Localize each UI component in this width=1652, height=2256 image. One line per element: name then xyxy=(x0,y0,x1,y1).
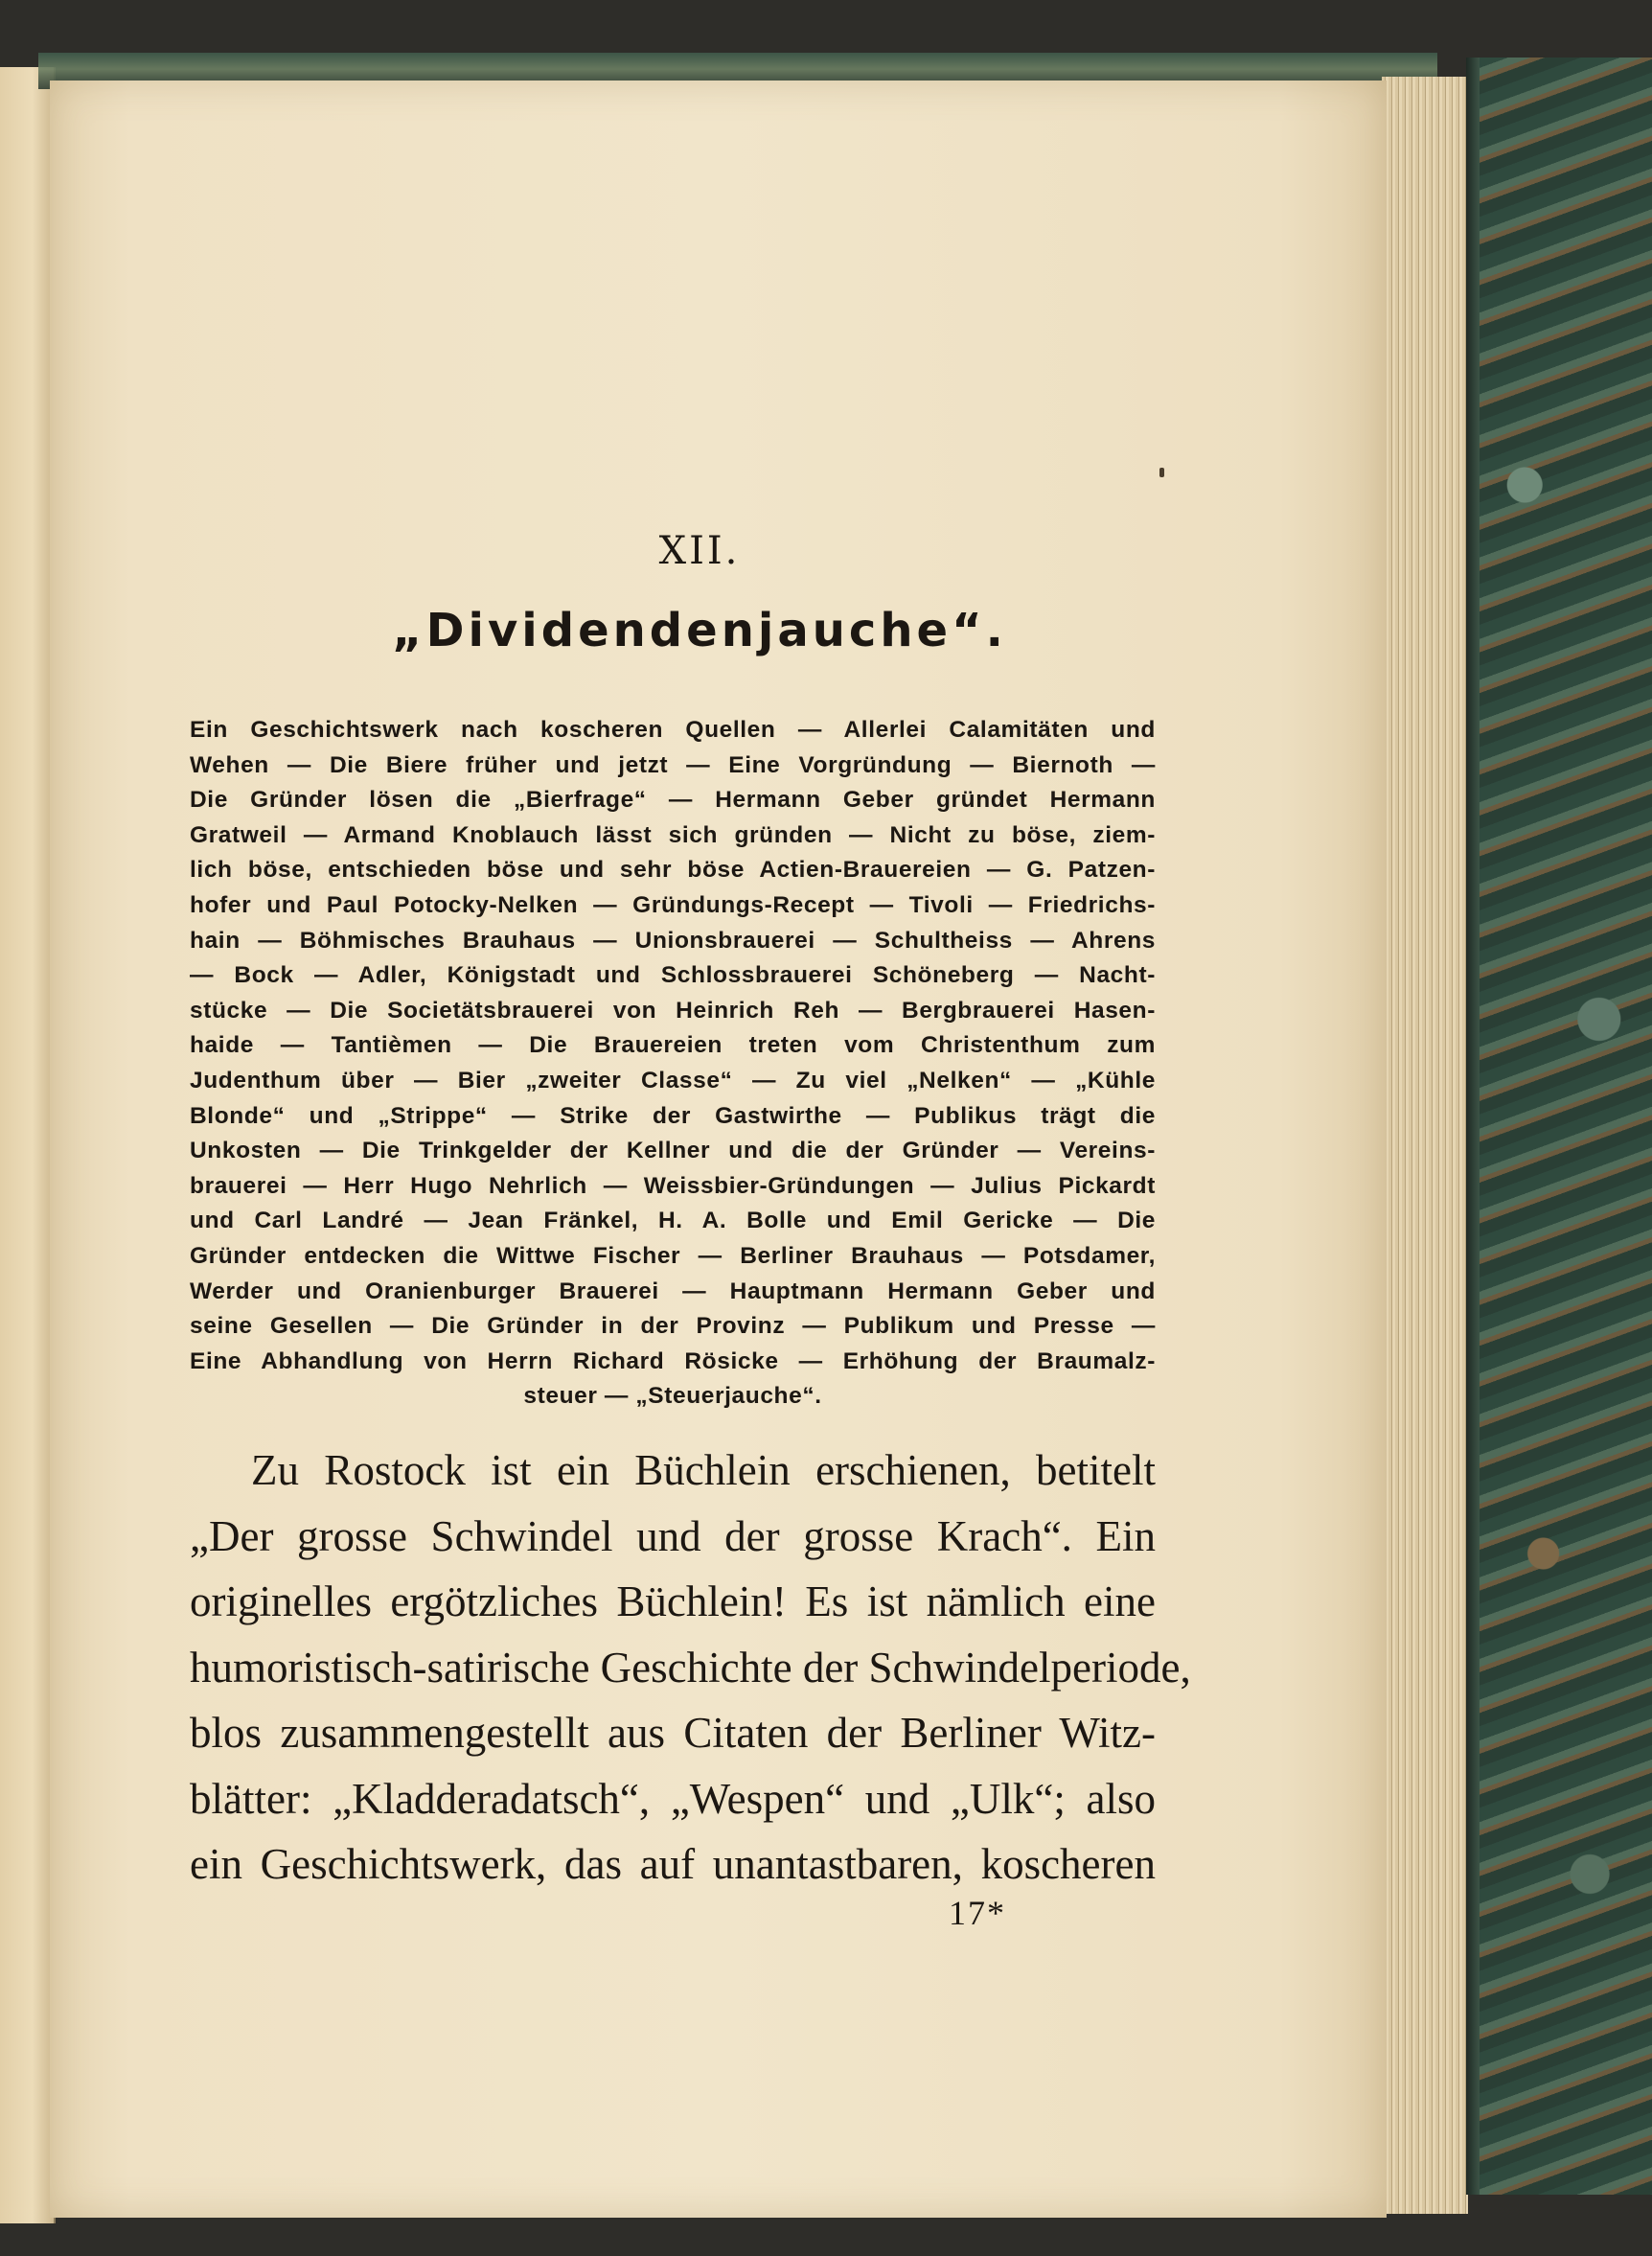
summary-line: hofer und Paul Potocky-Nelken — Gründungs-Recept — Tivoli — Friedrichs- xyxy=(190,891,1156,918)
summary-line: steuer — „Steuerjauche“. xyxy=(523,1383,822,1410)
body-line: Zu Rostock ist ein Büchlein erschienen, betitelt xyxy=(251,1446,1156,1494)
body-line: humoristisch-satirische Geschichte der Schwindelperiode, xyxy=(190,1643,1191,1692)
summary-line: und Carl Landré — Jean Fränkel, H. A. Bolle und Emil Gericke — Die xyxy=(190,1208,1156,1234)
summary-line: Judenthum über — Bier „zweiter Classe“ — Zu viel „Nelken“ — „Kühle xyxy=(190,1067,1156,1093)
body-paragraph xyxy=(190,1438,1191,1898)
summary-line: hain — Böhmisches Brauhaus — Unionsbrauerei — Schultheiss — Ahrens xyxy=(190,927,1156,954)
summary-line: — Bock — Adler, Königstadt und Schlossbrauerei Schöneberg — Nacht- xyxy=(190,962,1156,989)
summary-line: Die Gründer lösen die „Bierfrage“ — Hermann Geber gründet Hermann xyxy=(190,787,1156,814)
summary-line: Werder und Oranienburger Brauerei — Hauptmann Hermann Geber und xyxy=(190,1278,1156,1304)
chapter-title: „Dividendenjauche“. xyxy=(392,604,1007,657)
summary-line: Wehen — Die Biere früher und jetzt — Eine Vorgründung — Biernoth — xyxy=(190,751,1156,778)
summary-line: lich böse, entschieden böse und sehr böse Actien-Brauereien — G. Patzen- xyxy=(190,857,1156,884)
summary-line: stücke — Die Societätsbrauerei von Heinrich Reh — Bergbrauerei Hasen- xyxy=(190,997,1156,1024)
body-line: blos zusammengestellt aus Citaten der Berliner Witz- xyxy=(190,1709,1156,1757)
body-line: ein Geschichtswerk, das auf unantastbaren, koscheren xyxy=(190,1840,1156,1888)
body-line: originelles ergötzliches Büchlein! Es ist nämlich eine xyxy=(190,1577,1156,1625)
summary-line: Unkosten — Die Trinkgelder der Kellner und die der Gründer — Vereins- xyxy=(190,1138,1156,1164)
body-line: blätter: „Kladderadatsch“, „Wespen“ und „Ulk“; also xyxy=(190,1774,1156,1823)
summary-line: seine Gesellen — Die Gründer in der Provinz — Publikum und Presse — xyxy=(190,1313,1156,1340)
chapter-summary xyxy=(190,713,1156,1415)
body-line: „Der grosse Schwindel und der grosse Krach“. Ein xyxy=(190,1511,1156,1560)
signature-mark: 17* xyxy=(949,1894,1006,1932)
summary-line: Blonde“ und „Strippe“ — Strike der Gastwirthe — Publikus trägt die xyxy=(190,1102,1156,1129)
summary-line: haide — Tantièmen — Die Brauereien treten vom Christenthum zum xyxy=(190,1032,1156,1059)
summary-line: Gratweil — Armand Knoblauch lässt sich gründen — Nicht zu böse, ziem- xyxy=(190,821,1156,848)
summary-line: Eine Abhandlung von Herrn Richard Rösicke — Erhöhung der Braumalz- xyxy=(190,1347,1156,1374)
summary-line: Ein Geschichtswerk nach koscheren Quellen — Allerlei Calamitäten und xyxy=(190,717,1156,743)
chapter-number: XII. xyxy=(658,529,741,573)
summary-line: Gründer entdecken die Wittwe Fischer — Berliner Brauhaus — Potsdamer, xyxy=(190,1242,1156,1269)
summary-line: brauerei — Herr Hugo Nehrlich — Weissbier-Gründungen — Julius Pickardt xyxy=(190,1172,1156,1199)
